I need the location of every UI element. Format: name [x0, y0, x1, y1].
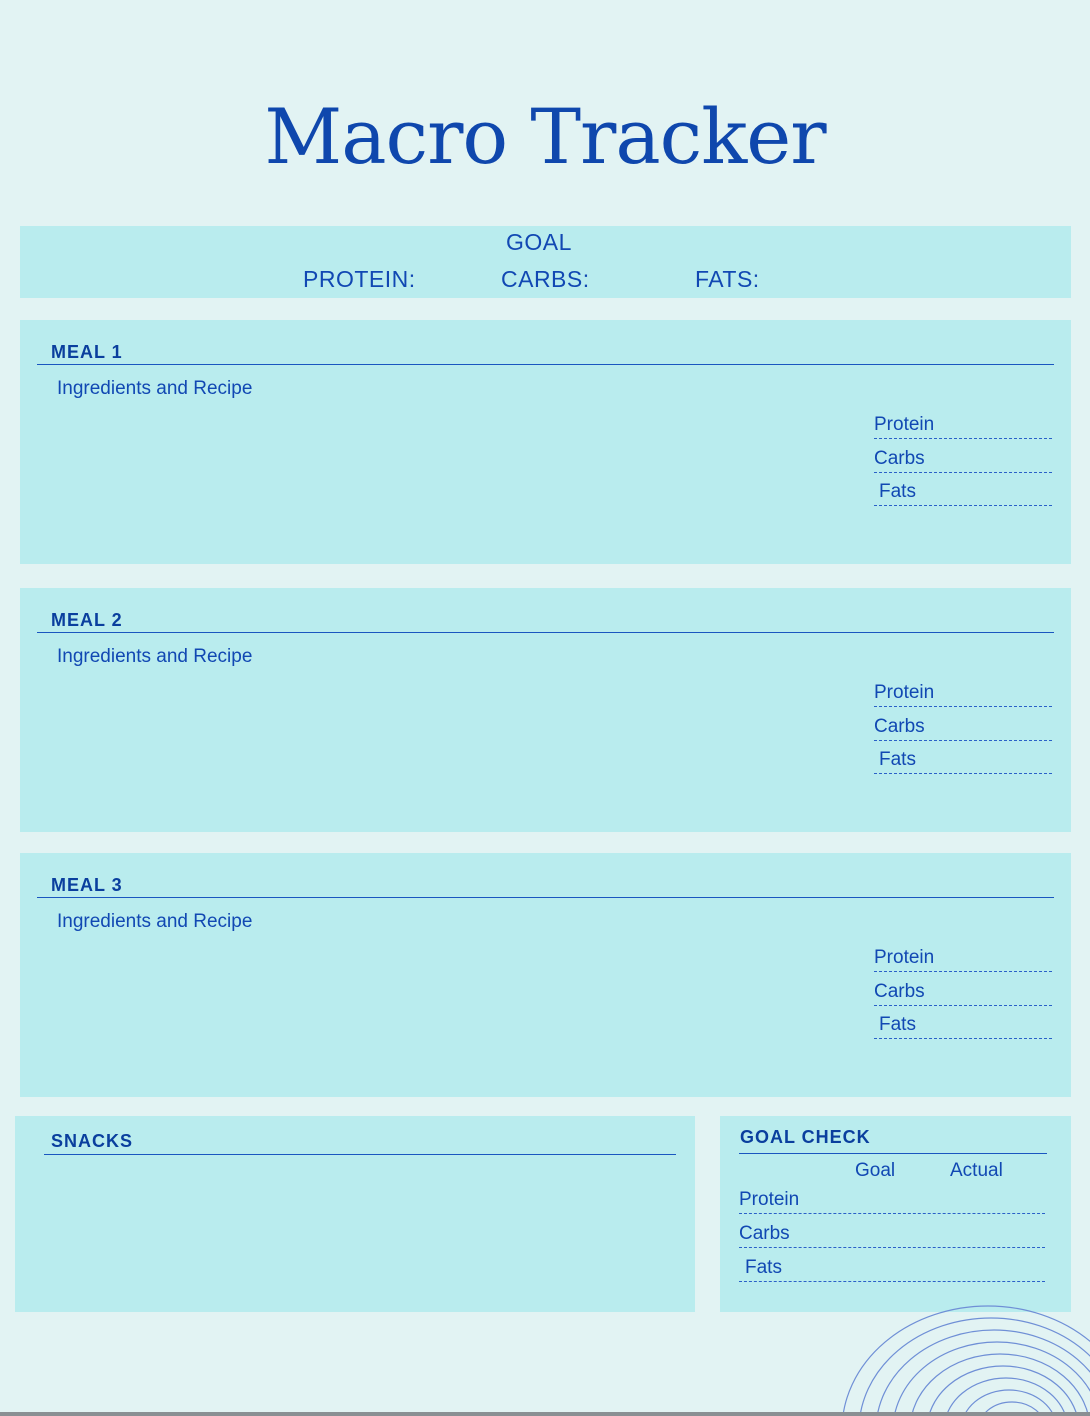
goal-carbs-label: CARBS:	[501, 266, 590, 292]
meal-title: MEAL 3	[51, 875, 123, 895]
carbs-field[interactable]	[874, 981, 1052, 1006]
goal-heading: GOAL	[506, 229, 572, 255]
goal-protein-label: PROTEIN:	[303, 266, 416, 292]
recipe-label: Ingredients and Recipe	[57, 378, 253, 399]
goal-check-carbs-row[interactable]	[739, 1223, 1045, 1248]
snacks-title: SNACKS	[51, 1131, 134, 1151]
protein-label: Protein	[874, 947, 935, 968]
carbs-label: Carbs	[874, 981, 925, 1002]
goal-check-rule	[739, 1153, 1047, 1154]
goal-check-fats-row[interactable]	[739, 1257, 1045, 1282]
decorative-swirl-icon	[840, 1290, 1090, 1416]
fats-field[interactable]	[874, 1014, 1052, 1039]
goal-check-title: GOAL CHECK	[740, 1127, 871, 1147]
goal-check-carbs-label: Carbs	[739, 1223, 790, 1244]
meal-title-rule	[37, 632, 1054, 633]
carbs-field[interactable]	[874, 716, 1052, 741]
meal-title: MEAL 2	[51, 610, 123, 630]
snacks-rule	[44, 1154, 676, 1155]
protein-field[interactable]	[874, 682, 1052, 707]
goal-column-header: Goal	[855, 1160, 896, 1181]
fats-label: Fats	[879, 481, 916, 502]
meal-panel-1	[20, 320, 1071, 564]
goal-check-protein-row[interactable]	[739, 1189, 1045, 1214]
snacks-panel	[15, 1116, 695, 1312]
goal-check-fats-label: Fats	[745, 1257, 782, 1278]
recipe-label: Ingredients and Recipe	[57, 911, 253, 932]
fats-field[interactable]	[874, 481, 1052, 506]
carbs-label: Carbs	[874, 716, 925, 737]
meal-title-rule	[37, 364, 1054, 365]
protein-field[interactable]	[874, 414, 1052, 439]
protein-label: Protein	[874, 414, 935, 435]
protein-label: Protein	[874, 682, 935, 703]
goal-check-protein-label: Protein	[739, 1189, 800, 1210]
meal-title: MEAL 1	[51, 342, 123, 362]
page-title: Macro Tracker	[264, 92, 826, 181]
meal-title-rule	[37, 897, 1054, 898]
carbs-label: Carbs	[874, 448, 925, 469]
page-bottom-edge	[0, 1412, 1090, 1416]
actual-column-header: Actual	[950, 1160, 1003, 1181]
fats-field[interactable]	[874, 749, 1052, 774]
protein-field[interactable]	[874, 947, 1052, 972]
goal-check-panel	[720, 1116, 1071, 1312]
recipe-label: Ingredients and Recipe	[57, 646, 253, 667]
goal-fats-label: FATS:	[695, 266, 760, 292]
fats-label: Fats	[879, 1014, 916, 1035]
meal-panel-3	[20, 853, 1071, 1097]
meal-panel-2	[20, 588, 1071, 832]
carbs-field[interactable]	[874, 448, 1052, 473]
fats-label: Fats	[879, 749, 916, 770]
